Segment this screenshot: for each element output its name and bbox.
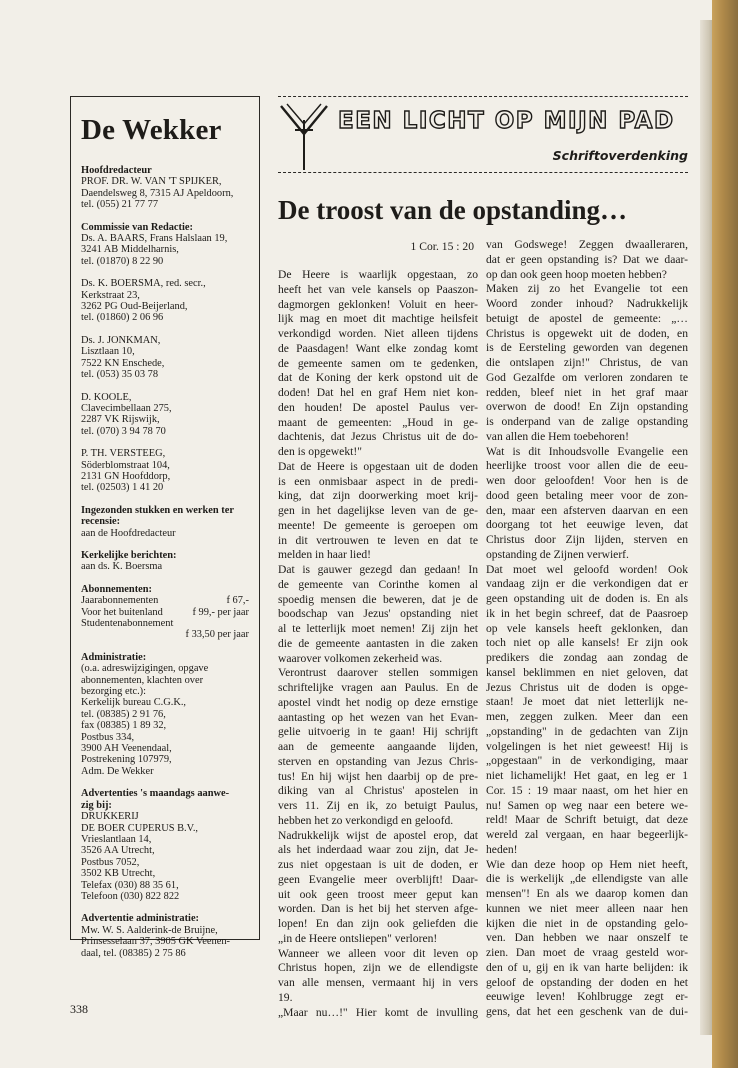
text-line: waarover volkomen zekerheid was. xyxy=(278,651,443,665)
text-line: ven. Dan hebben we naar onszelf te xyxy=(486,931,688,945)
text-line: in dit vertrouwen te leven en dat te xyxy=(278,533,478,547)
colophon-box xyxy=(70,96,260,959)
block-line: P. TH. VERSTEEG, xyxy=(81,448,166,460)
block-line: tel. (01870) 8 22 90 xyxy=(81,255,164,267)
text-line: Wie dan deze hoop op Hem niet heeft, xyxy=(486,857,688,871)
text-line: predikers die zondag aan zondag de xyxy=(486,651,688,664)
jonkman-block xyxy=(81,335,249,381)
subscription-label: Voor het buitenland xyxy=(81,606,163,618)
text-line: ik in het begin schreef, dat de Paasroep xyxy=(486,606,688,620)
text-line: lopen! En dan zijn ook geliefden die xyxy=(278,917,478,930)
text-line: volgelingen is het niet geweest! Hij is xyxy=(486,739,688,753)
subscription-label: Studentenabonnement xyxy=(81,618,174,629)
text-line: van allen die Hem toebehoren! xyxy=(486,429,629,443)
text-line: Christus door Zijn lijden, sterven en xyxy=(486,533,688,546)
text-line: reld! Maar de Schrift betuigt, dat deze xyxy=(486,813,688,827)
text-line: Maken zij zo het Evangelie tot een xyxy=(486,282,688,296)
block-heading: Advertentie administratie: xyxy=(81,913,200,925)
block-line: 2131 GN Hoofddorp, xyxy=(81,470,171,482)
text-line: hebben het zo verkondigd en geloofd. xyxy=(278,813,454,827)
text-line: dood geen betaling meer voor de zon- xyxy=(486,488,688,502)
block-line: Kerkelijk bureau C.G.K., xyxy=(81,697,187,709)
block-heading: Kerkelijke berichten: xyxy=(81,549,177,561)
text-line: van Godswege! Zeggen dwaalleraren, xyxy=(486,238,688,251)
text-line: van alle mensen, vermaant hij in vers xyxy=(278,976,478,989)
text-line: overwon de dood! En Zijn opstanding xyxy=(486,400,688,414)
block-line: Telefax (030) 88 35 61, xyxy=(81,879,179,891)
commissie-block xyxy=(81,222,249,268)
text-line: den of u, gij en ik van harte belijden: ik xyxy=(486,960,688,974)
block-line: Söderblomstraat 104, xyxy=(81,459,170,471)
block-line: aan ds. K. Boersma xyxy=(81,561,163,573)
text-line: lijk mag en moet dit machtige heilsfeit xyxy=(278,312,478,326)
text-line: „Maar nu…!" Hier komt de invulling xyxy=(278,1005,478,1019)
article-title: De troost van de opstanding… xyxy=(278,195,628,225)
text-line: God Gezalfde om verloren zondaren te xyxy=(486,370,688,384)
text-line: uit ook geen troost meer geput kan xyxy=(278,887,478,901)
text-line: maant de gemeenten: „Houd in ge- xyxy=(278,415,478,429)
kerkelijke-block xyxy=(81,550,249,573)
block-line: tel. (055) 21 77 77 xyxy=(81,199,159,211)
text-line: den, maar een afsterven daarvan en een xyxy=(486,503,688,517)
block-line: tel. (053) 35 03 78 xyxy=(81,369,159,381)
block-line: 7522 KN Enschede, xyxy=(81,357,165,369)
block-line: Adm. De Wekker xyxy=(81,765,154,777)
text-line: worden. Dan is het bij het sterven afge- xyxy=(278,902,478,916)
block-heading: recensie: xyxy=(81,516,121,528)
text-line: is de Eersteling geworden van degenen xyxy=(486,341,688,355)
text-line: heeft het van vele kansels op Paaszon- xyxy=(278,282,478,296)
block-line: Ds. K. BOERSMA, red. secr., xyxy=(81,278,206,290)
page-number: 338 xyxy=(70,1002,88,1016)
block-line: 2287 VK Rijswijk, xyxy=(81,414,160,426)
block-line: fax (08385) 1 89 32, xyxy=(81,720,167,732)
text-line: die de gemeente aantasten in die zaken xyxy=(278,636,478,650)
text-line: boodschap van Jezus' opstanding niet xyxy=(278,607,478,621)
masthead: De Wekker xyxy=(81,114,222,146)
administratie-block xyxy=(81,652,249,777)
text-line: redden, bleef niet in het graf maar xyxy=(486,385,688,399)
text-line: geen opstanding uit de doden is. En als xyxy=(486,592,688,605)
text-line: 19. xyxy=(278,990,293,1004)
block-line: tel. (070) 3 94 78 70 xyxy=(81,425,166,437)
banner-bottom-rule xyxy=(278,172,688,173)
subscription-price: f 67,- xyxy=(226,595,249,607)
banner-top-rule xyxy=(278,96,688,97)
text-line: vers 11. Zij en ik, zo betuigt Paulus, xyxy=(278,799,478,812)
block-line: Kerkstraat 23, xyxy=(81,289,140,301)
text-line: zus niet opgestaan is uit de doden, er xyxy=(278,858,478,871)
text-line: Verontrust daarover stellen sommigen xyxy=(278,666,478,680)
block-line: Ds. J. JONKMAN, xyxy=(81,334,161,346)
text-line: geloof de opstanding der doden en het xyxy=(486,975,688,989)
text-line: vandaag zijn er die verkondigen dat er xyxy=(486,577,688,591)
block-heading: Hoofdredacteur xyxy=(81,165,152,176)
text-line: gen in het dagelijkse leven van de ge- xyxy=(278,504,478,517)
text-line: wereld zal vergaan, en haar begeerlijk- xyxy=(486,828,688,841)
text-line: aantasting op het wezen van het Evan- xyxy=(278,710,478,724)
text-line: dagmorgen geklonken! Voluit en heer- xyxy=(278,297,478,311)
block-heading: Abonnementen: xyxy=(81,583,153,595)
text-line: Dat is gauwer gezegd dan gedaan! In xyxy=(278,563,478,576)
block-heading: Advertenties 's maandags aanwe- xyxy=(81,788,230,800)
text-line: betuigt de apostel de gemeente: „… xyxy=(486,311,688,325)
block-line: tel. (08385) 2 91 76, xyxy=(81,708,166,720)
block-line: tel. (01860) 2 06 96 xyxy=(81,312,164,324)
text-line: is onderpand van de zalige opstanding xyxy=(486,415,688,428)
koole-block xyxy=(81,392,249,438)
text-line: Christus hopen, zijn we de ellendigste xyxy=(278,961,478,975)
text-line: Christus is opgewekt uit de doden, en xyxy=(486,326,688,340)
text-line: mensen"! En als we daarop komen dan xyxy=(486,887,688,900)
text-line: die ontslapen zijn!" Christus, de van xyxy=(486,356,688,369)
block-line: Prinsesselaan 37, 3905 GK Veenen- xyxy=(81,936,230,948)
text-line: kansel beklimmen en niet geloven, dat xyxy=(486,665,688,679)
open-book-cross-icon xyxy=(278,100,330,172)
text-line: verkondigd worden. Niet alleen tijdens xyxy=(278,327,478,340)
subscription-row xyxy=(81,595,249,606)
block-line: Postrekening 107979, xyxy=(81,754,172,766)
text-line: Jezus Christus uit de doden is opge- xyxy=(486,680,688,694)
text-line: king, dat zijn doorwerking moet krij- xyxy=(278,489,478,503)
advertenties-block xyxy=(81,788,249,902)
block-line: aan de Hoofdredacteur xyxy=(81,527,176,539)
text-line: doden! Dat hel en graf Hem niet kon- xyxy=(278,386,478,399)
boersma-block xyxy=(81,278,249,324)
block-line: daal, tel. (08385) 2 75 86 xyxy=(81,947,186,959)
text-line: den houden! De apostel Paulus ver- xyxy=(278,400,478,414)
block-line: D. KOOLE, xyxy=(81,391,132,403)
block-line: Ds. A. BAARS, Frans Halslaan 19, xyxy=(81,233,228,245)
text-line: Wanneer we alleen voor dit leven op xyxy=(278,946,478,960)
block-heading: zig bij: xyxy=(81,799,112,811)
text-line: als het inderdaad waar zou zijn, dat Je- xyxy=(278,843,478,857)
text-line: apostel vindt het nodig op deze ernstige xyxy=(278,695,478,709)
text-line: meente! De gemeente is geroepen om xyxy=(278,518,478,532)
series-banner xyxy=(278,96,688,180)
text-line: schriftelijke vragen aan Paulus. En de xyxy=(278,681,478,694)
text-line: gens, dat het een geschenk van de dui- xyxy=(486,1005,688,1018)
text-line: diking van al Christus' apostelen in xyxy=(278,784,478,798)
text-line: niet lichamelijk! Het gaat, en leg er 1 xyxy=(486,769,688,782)
abonnementen-block xyxy=(81,584,249,641)
text-line: is een onmisbaar aspect in de predi- xyxy=(278,474,478,488)
text-line: wen door geloofden! Voor hen is de xyxy=(486,474,688,487)
block-line: 3526 AA Utrecht, xyxy=(81,845,155,857)
block-line: Vrieslantlaan 14, xyxy=(81,833,152,845)
text-line: aan de gemeente aangaande lijden, xyxy=(278,740,478,753)
text-line: de Paasdagen! Want elke zondag komt xyxy=(278,341,478,355)
block-line: DRUKKERIJ xyxy=(81,811,139,823)
text-line: die is werkelijk „de ellendigste van alle xyxy=(486,872,688,886)
block-line: abonnementen, klachten over xyxy=(81,674,204,686)
text-line: „opstanding" in de gedachten van Zijn xyxy=(486,724,688,738)
text-line: dachtenis, dat Jezus Christus uit de do- xyxy=(278,430,478,444)
text-line: staan! Je moet dat niet letterlijk ne- xyxy=(486,695,688,709)
text-line: kunnen we niet meer alleen naar hen xyxy=(486,901,688,915)
text-line: op vele kansels heeft geklonken, dan xyxy=(486,621,688,635)
text-line: doorgang tot het eeuwige leven, dat xyxy=(486,518,688,532)
text-line: Nadrukkelijk wijst de apostel erop, dat xyxy=(278,828,478,842)
book-spine xyxy=(712,0,738,1068)
text-line: men, zeggen zulken. Meer dan een xyxy=(486,710,688,723)
subscription-label: Jaarabonnementen xyxy=(81,595,159,607)
text-line: melden in haar lied! xyxy=(278,548,372,562)
text-line: kijken die niet in de opstanding gelo- xyxy=(486,916,688,930)
block-line: tel. (02503) 1 41 20 xyxy=(81,482,164,494)
text-line: eeuwige leven! Kohlbrugge zegt er- xyxy=(486,990,688,1004)
block-line: Mw. W. S. Aalderink-de Bruijne, xyxy=(81,924,218,936)
text-line: „opgestaan" in de verkondiging, maar xyxy=(486,754,688,768)
block-line: Lisztlaan 10, xyxy=(81,346,135,358)
versteeg-block xyxy=(81,448,249,494)
block-line: PROF. DR. W. VAN 'T SPIJKER, xyxy=(81,176,222,188)
article-column-2 xyxy=(486,238,688,1020)
text-line: nu! Samen op weg naar een betere we- xyxy=(486,798,688,812)
text-line: heerlijke troost voor allen die de eeu- xyxy=(486,459,688,473)
text-line: Dat moet wel geloofd worden! Ook xyxy=(486,562,688,576)
text-line: tus! En hij wijst hen daarbij op de pre- xyxy=(278,769,478,783)
block-line: bezorging etc.): xyxy=(81,686,147,698)
text-line: De Heere is waarlijk opgestaan, zo xyxy=(278,268,478,281)
block-line: (o.a. adreswijzigingen, opgave xyxy=(81,663,209,675)
text-line: Cor. 15 : 19 maar naast, om het hier en xyxy=(486,783,688,797)
block-line: Postbus 7052, xyxy=(81,856,140,868)
block-line: 3502 KB Utrecht, xyxy=(81,868,156,880)
text-line: toch niet op alle kansels! Er zijn ook xyxy=(486,636,688,650)
block-line: 3900 AH Veenendaal, xyxy=(81,743,172,755)
text-line: op dan ook geen hoop moeten hebben? xyxy=(486,267,667,281)
block-heading: Administratie: xyxy=(81,651,147,663)
block-line: Clavecimbellaan 275, xyxy=(81,402,172,414)
block-heading: Ingezonden stukken en werken ter xyxy=(81,504,234,516)
text-line: Dat de Heere is opgestaan uit de doden xyxy=(278,459,478,473)
hoofdredacteur-block xyxy=(81,165,249,211)
text-line: al te letterlijk moet nemen! Zij zijn het xyxy=(278,622,478,635)
text-line: den is opgewekt!" xyxy=(278,445,362,458)
text-line: geen Evangelie meer overblijft! Daar- xyxy=(278,872,478,886)
text-line: spoedig mensen die beweren, dat je de xyxy=(278,592,478,606)
text-line: Wat is dit Inhoudsvolle Evangelie een xyxy=(486,444,688,458)
scripture-reference: 1 Cor. 15 : 20 xyxy=(410,240,474,253)
text-line: dat de Koning der kerk opstond uit de xyxy=(278,371,478,385)
text-line: de gemeente van Corinthe komen al xyxy=(278,577,478,591)
block-line: 3241 AB Middelharnis, xyxy=(81,244,179,256)
article-column-1 xyxy=(278,268,478,1020)
block-line: Postbus 334, xyxy=(81,731,135,743)
text-line: heden! xyxy=(486,842,518,856)
block-line: Daendelsweg 8, 7315 AJ Apeldoorn, xyxy=(81,187,234,199)
text-line: „in de Heere ontsliepen" verloren! xyxy=(278,931,438,945)
text-line: de gemeente samen om te gedenken, xyxy=(278,356,478,370)
text-line: zien. Dan moet de vraag gesteld wor- xyxy=(486,946,688,959)
subscription-price: f 33,50 per jaar xyxy=(185,629,249,641)
block-line: DE BOER CUPERUS B.V., xyxy=(81,822,199,834)
text-line: Woord zonder inhoud? Nadrukkelijk xyxy=(486,297,688,310)
block-line: Telefoon (030) 822 822 xyxy=(81,890,180,902)
series-title: EEN LICHT OP MIJN PAD xyxy=(338,108,675,134)
series-subtitle: Schriftoverdenking xyxy=(552,148,688,163)
block-heading: Commissie van Redactie: xyxy=(81,221,193,233)
text-line: gelie uitvoerig in te gaan! Hij schrijft xyxy=(278,725,478,739)
subscription-row xyxy=(81,607,249,618)
advertentie-administratie-block xyxy=(81,913,249,959)
block-line: 3262 PG Oud-Beijerland, xyxy=(81,301,188,313)
ingezonden-block xyxy=(81,505,249,539)
text-line: dat er geen opstanding is? Dat we daar- xyxy=(486,252,688,266)
text-line: opstanding de Zijnen verwierf. xyxy=(486,547,629,561)
text-line: sterven en opstanding van Jezus Chris- xyxy=(278,754,478,768)
subscription-price: f 99,- per jaar xyxy=(192,606,249,618)
